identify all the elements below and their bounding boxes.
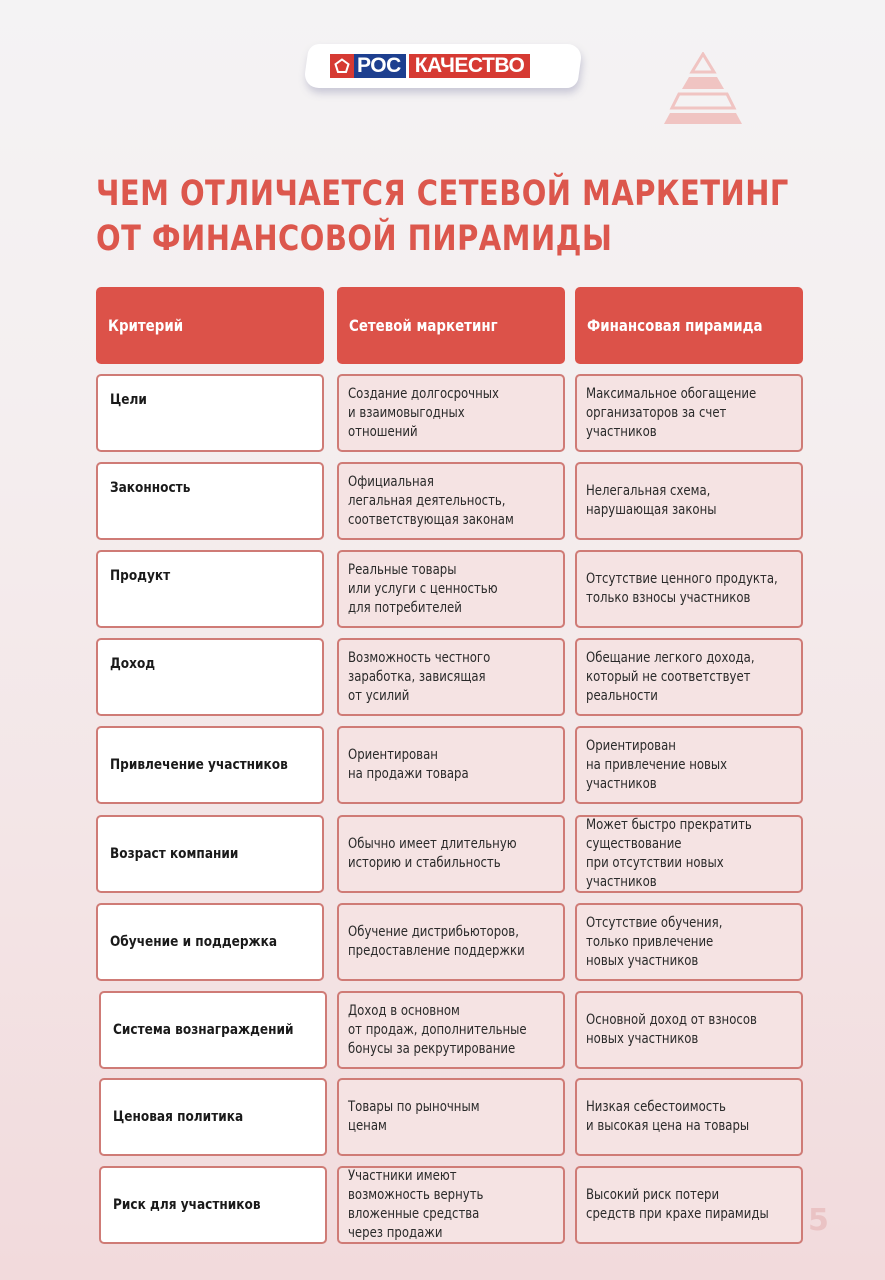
cell-text: Возможность честного заработка, зависящая от усилий bbox=[348, 649, 491, 704]
network-marketing-cell bbox=[337, 903, 565, 981]
cell-text: Система вознаграждений bbox=[113, 1022, 294, 1038]
criterion-cell bbox=[96, 726, 324, 804]
network-marketing-cell bbox=[337, 462, 565, 540]
network-marketing-cell bbox=[337, 815, 565, 893]
network-marketing-cell bbox=[337, 1078, 565, 1156]
criterion-cell bbox=[96, 462, 324, 540]
network-marketing-cell bbox=[337, 991, 565, 1069]
financial-pyramid-cell bbox=[575, 550, 803, 628]
logo-text-kachestvo: КАЧЕСТВО bbox=[409, 54, 531, 78]
financial-pyramid-cell bbox=[575, 1078, 803, 1156]
cell-text: Ориентирован на привлечение новых участников bbox=[586, 737, 728, 792]
cell-text: Реальные товары или услуги с ценностью для потребителей bbox=[348, 561, 498, 616]
criterion-cell bbox=[96, 638, 324, 716]
financial-pyramid-cell bbox=[575, 374, 803, 452]
financial-pyramid-cell bbox=[575, 726, 803, 804]
cell-text: Ориентирован на продажи товара bbox=[348, 747, 469, 782]
cell-text: Продукт bbox=[110, 568, 171, 584]
cell-text: Товары по рыночным ценам bbox=[348, 1099, 480, 1134]
pyramid-icon bbox=[662, 52, 744, 126]
pentagon-icon bbox=[330, 54, 354, 78]
network-marketing-cell bbox=[337, 638, 565, 716]
page-title bbox=[96, 172, 795, 262]
cell-text: Высокий риск потери средств при крахе пирамиды bbox=[586, 1187, 769, 1222]
cell-text: Обучение и поддержка bbox=[110, 934, 278, 950]
roskachestvo-logo bbox=[330, 54, 530, 78]
criterion-cell bbox=[96, 374, 324, 452]
financial-pyramid-cell bbox=[575, 1166, 803, 1244]
network-marketing-cell bbox=[337, 726, 565, 804]
cell-text: Доход bbox=[110, 656, 156, 672]
financial-pyramid-cell bbox=[575, 462, 803, 540]
cell-text: Цели bbox=[110, 392, 147, 408]
financial-pyramid-cell bbox=[575, 638, 803, 716]
cell-text: Ценовая политика bbox=[113, 1109, 244, 1125]
criterion-cell bbox=[96, 903, 324, 981]
logo-text-ros: РОС bbox=[354, 54, 406, 78]
financial-pyramid-cell bbox=[575, 815, 803, 893]
cell-text: Доход в основном от продаж, дополнительные бонусы за рекрутирование bbox=[348, 1002, 527, 1057]
cell-text: Привлечение участников bbox=[110, 757, 288, 773]
cell-text: Участники имеют возможность вернуть вложенные средства через продажи bbox=[348, 1168, 484, 1241]
header-network-marketing bbox=[337, 287, 565, 364]
criterion-cell bbox=[99, 1078, 327, 1156]
cell-text: Отсутствие обучения, только привлечение новых участников bbox=[586, 914, 723, 969]
criterion-cell bbox=[96, 550, 324, 628]
criterion-cell bbox=[99, 991, 327, 1069]
cell-text: Низкая себестоимость и высокая цена на товары bbox=[586, 1099, 750, 1134]
header-financial-pyramid bbox=[575, 287, 803, 364]
cell-text: Риск для участников bbox=[113, 1197, 261, 1213]
network-marketing-cell bbox=[337, 374, 565, 452]
cell-text: Законность bbox=[110, 480, 191, 496]
header-criterion bbox=[96, 287, 324, 364]
header-label: Сетевой маркетинг bbox=[349, 316, 498, 335]
criterion-cell bbox=[96, 815, 324, 893]
financial-pyramid-cell bbox=[575, 903, 803, 981]
cell-text: Основной доход от взносов новых участников bbox=[586, 1012, 757, 1047]
cell-text: Максимальное обогащение организаторов за счет участников bbox=[586, 385, 757, 440]
cell-text: Обещание легкого дохода, который не соответствует реальности bbox=[586, 649, 755, 704]
cell-text: Официальная легальная деятельность, соответствующая законам bbox=[348, 473, 514, 528]
title-line-2: ОТ ФИНАНСОВОЙ ПИРАМИДЫ bbox=[96, 219, 613, 259]
network-marketing-cell bbox=[337, 1166, 565, 1244]
cell-text: Обычно имеет длительную историю и стабильность bbox=[348, 836, 517, 871]
cell-text: Отсутствие ценного продукта, только взносы участников bbox=[586, 571, 778, 606]
cell-text: Возраст компании bbox=[110, 846, 239, 862]
criterion-cell bbox=[99, 1166, 327, 1244]
cell-text: Обучение дистрибьюторов, предоставление поддержки bbox=[348, 924, 525, 959]
cell-text: Создание долгосрочных и взаимовыгодных отношений bbox=[348, 385, 499, 440]
cell-text: Нелегальная схема, нарушающая законы bbox=[586, 483, 717, 518]
title-line-1: ЧЕМ ОТЛИЧАЕТСЯ СЕТЕВОЙ МАРКЕТИНГ bbox=[96, 174, 789, 214]
header-label: Финансовая пирамида bbox=[587, 316, 763, 335]
page-number: 5 bbox=[808, 1203, 829, 1238]
cell-text: Может быстро прекратить существование при отсутствии новых участников bbox=[586, 817, 752, 890]
network-marketing-cell bbox=[337, 550, 565, 628]
financial-pyramid-cell bbox=[575, 991, 803, 1069]
header-label: Критерий bbox=[108, 316, 184, 335]
